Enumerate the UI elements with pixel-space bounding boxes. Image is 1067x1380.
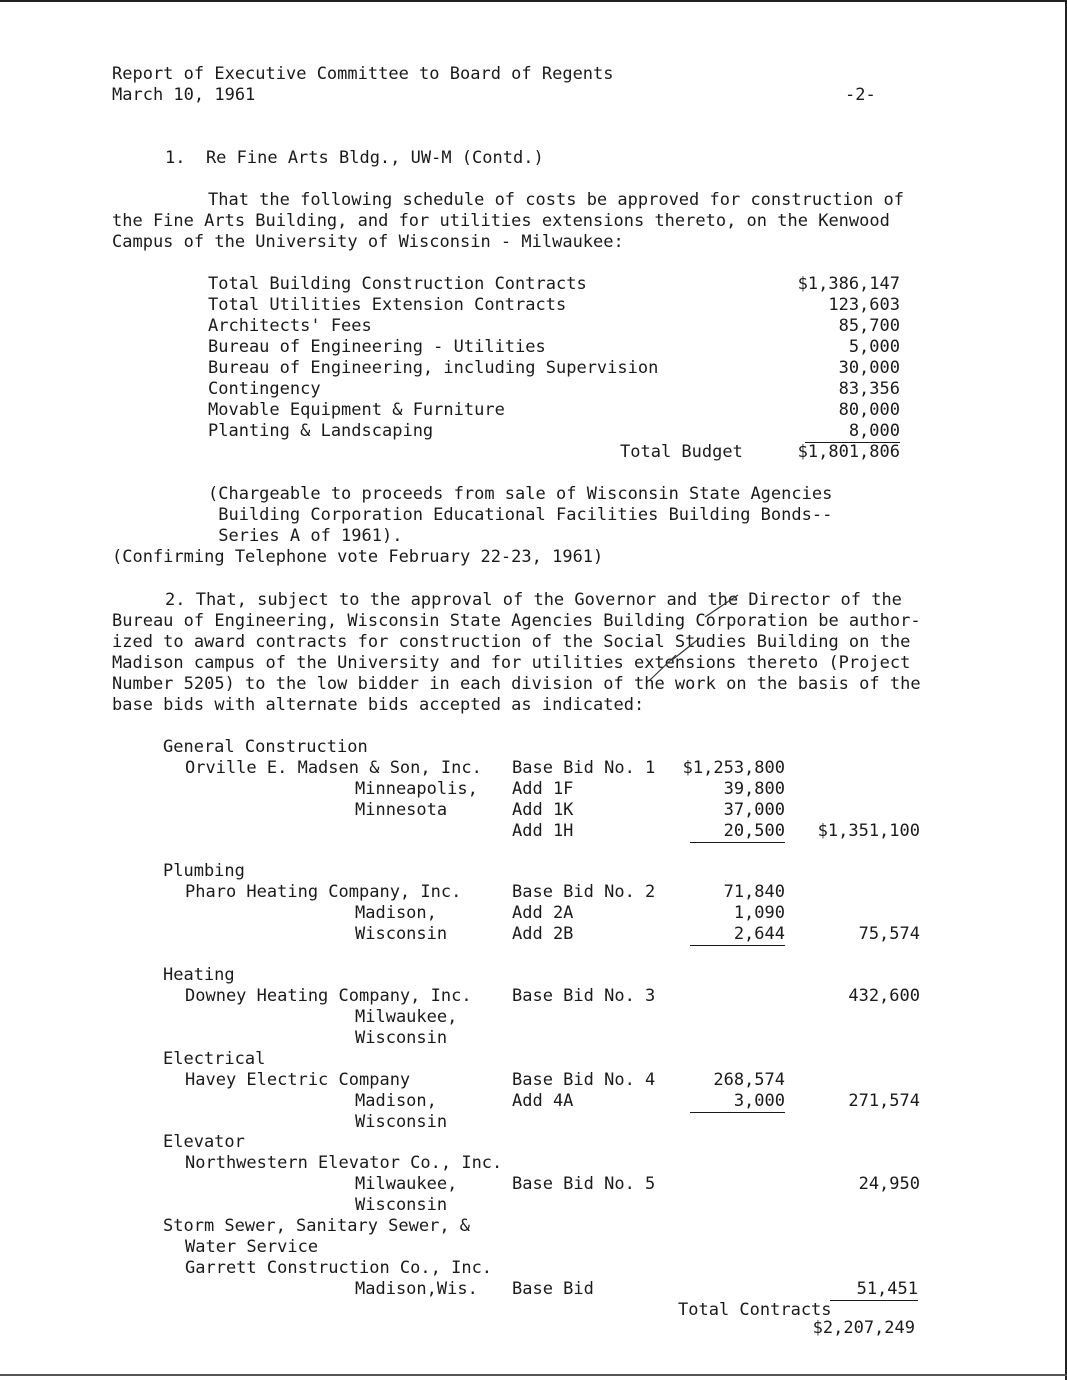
contractor-name: Downey Heating Company, Inc. [185,986,472,1006]
budget-item-label: Total Utilities Extension Contracts [208,295,567,315]
section2-paragraph-line: Number 5205) to the low bidder in each division of the work on the basis of the [112,674,921,694]
contractor-state: Wisconsin [355,1028,448,1048]
contractor-city: Madison, [355,1091,437,1111]
bid-label: Base Bid [512,1279,594,1299]
pen-stroke [650,655,676,680]
division-subtotal: $1,351,100 [817,821,920,841]
budget-item-amount: 85,700 [838,316,900,336]
confirming-vote-note: (Confirming Telephone vote February 22-23, 1961) [112,547,604,567]
section2-paragraph-line: 2. That, subject to the approval of the Governor and the Director of the [165,590,902,610]
budget-item-label: Movable Equipment & Furniture [208,400,505,420]
budget-item-amount: 8,000 [805,421,900,443]
budget-item-amount: 5,000 [848,337,900,357]
contractor-state: Wisconsin [355,924,448,944]
section2-paragraph-line: Bureau of Engineering, Wisconsin State Agencies Building Corporation be author- [112,611,921,631]
pen-stroke [705,595,738,617]
report-title: Report of Executive Committee to Board of Regents [112,64,614,84]
budget-item-label: Contingency [208,379,321,399]
budget-item-amount: $1,386,147 [797,274,900,294]
bid-amount: 3,000 [690,1091,785,1113]
bid-label: Base Bid No. 2 [512,882,656,902]
contractor-name: Havey Electric Company [185,1070,411,1090]
section1-intro-line: the Fine Arts Building, and for utilities extensions thereto, on the Kenwood [112,211,890,231]
total-budget-amount: $1,801,806 [797,442,900,462]
contractor-city: Madison,Wis. [355,1279,478,1299]
chargeable-note-line: Building Corporation Educational Facilities Building Bonds-- [208,505,833,525]
bid-amount: 71,840 [723,882,785,902]
division-heading-elevator: Elevator [163,1132,245,1152]
bid-label: Base Bid No. 5 [512,1174,656,1194]
bid-label: Add 4A [512,1091,574,1111]
contractor-state: Wisconsin [355,1112,448,1132]
total-budget-label: Total Budget [620,442,743,462]
division-heading-electrical: Electrical [163,1049,266,1069]
bid-amount: 37,000 [723,800,785,820]
division-heading-plumbing: Plumbing [163,861,245,881]
bid-label: Add 1F [512,779,574,799]
bid-label: Base Bid No. 3 [512,986,656,1006]
section1-intro-line: That the following schedule of costs be approved for construction of [208,190,904,210]
budget-item-label: Planting & Landscaping [208,421,434,441]
bid-label: Add 2A [512,903,574,923]
budget-item-label: Architects' Fees [208,316,372,336]
division-subtotal: 432,600 [848,986,920,1006]
bid-label: Add 2B [512,924,574,944]
bid-amount: 39,800 [723,779,785,799]
chargeable-note-line: Series A of 1961). [208,526,403,546]
contractor-name: Northwestern Elevator Co., Inc. [185,1153,503,1173]
bid-label: Base Bid No. 4 [512,1070,656,1090]
division-heading-heating: Heating [163,965,235,985]
bid-amount: $1,253,800 [682,758,785,778]
contractor-state: Minnesota [355,800,448,820]
budget-item-amount: 83,356 [838,379,900,399]
division-subtotal: 24,950 [858,1174,920,1194]
total-contracts-amount: $2,207,249 [812,1318,915,1338]
total-contracts-label: Total Contracts [678,1300,832,1320]
contractor-name: Orville E. Madsen & Son, Inc. [185,758,482,778]
budget-item-label: Bureau of Engineering - Utilities [208,337,546,357]
bid-amount: 20,500 [690,821,785,843]
budget-item-label: Bureau of Engineering, including Supervision [208,358,659,378]
budget-item-amount: 123,603 [828,295,900,315]
contractor-city: Madison, [355,903,437,923]
report-date: March 10, 1961 [112,85,256,105]
contractor-city: Milwaukee, [355,1174,458,1194]
budget-item-amount: 30,000 [838,358,900,378]
division-heading-general: General Construction [163,737,368,757]
page-number: -2- [845,85,876,105]
budget-item-label: Total Building Construction Contracts [208,274,587,294]
contractor-city: Minneapolis, [355,779,478,799]
section2-paragraph-line: base bids with alternate bids accepted as indicated: [112,695,645,715]
bid-label: Base Bid No. 1 [512,758,656,778]
pen-stroke [672,638,700,660]
division-heading-sewer-cont: Water Service [185,1237,319,1257]
contractor-name: Garrett Construction Co., Inc. [185,1258,493,1278]
division-subtotal: 51,451 [830,1279,918,1301]
section1-heading: 1. Re Fine Arts Bldg., UW-M (Contd.) [165,148,544,168]
division-subtotal: 75,574 [858,924,920,944]
section2-paragraph-line: Madison campus of the University and for utilities extensions thereto (Project [112,653,911,673]
bid-label: Add 1H [512,821,574,841]
contractor-city: Milwaukee, [355,1007,458,1027]
bid-amount: 268,574 [713,1070,785,1090]
contractor-state: Wisconsin [355,1195,448,1215]
contractor-name: Pharo Heating Company, Inc. [185,882,462,902]
chargeable-note-line: (Chargeable to proceeds from sale of Wisconsin State Agencies [208,484,833,504]
bid-label: Add 1K [512,800,574,820]
budget-item-amount: 80,000 [838,400,900,420]
division-heading-sewer: Storm Sewer, Sanitary Sewer, & [163,1216,471,1236]
division-subtotal: 271,574 [848,1091,920,1111]
section1-intro-line: Campus of the University of Wisconsin - Milwaukee: [112,232,624,252]
bid-amount: 2,644 [690,924,785,946]
section2-paragraph-line: ized to award contracts for construction of the Social Studies Building on the [112,632,911,652]
bid-amount: 1,090 [733,903,785,923]
